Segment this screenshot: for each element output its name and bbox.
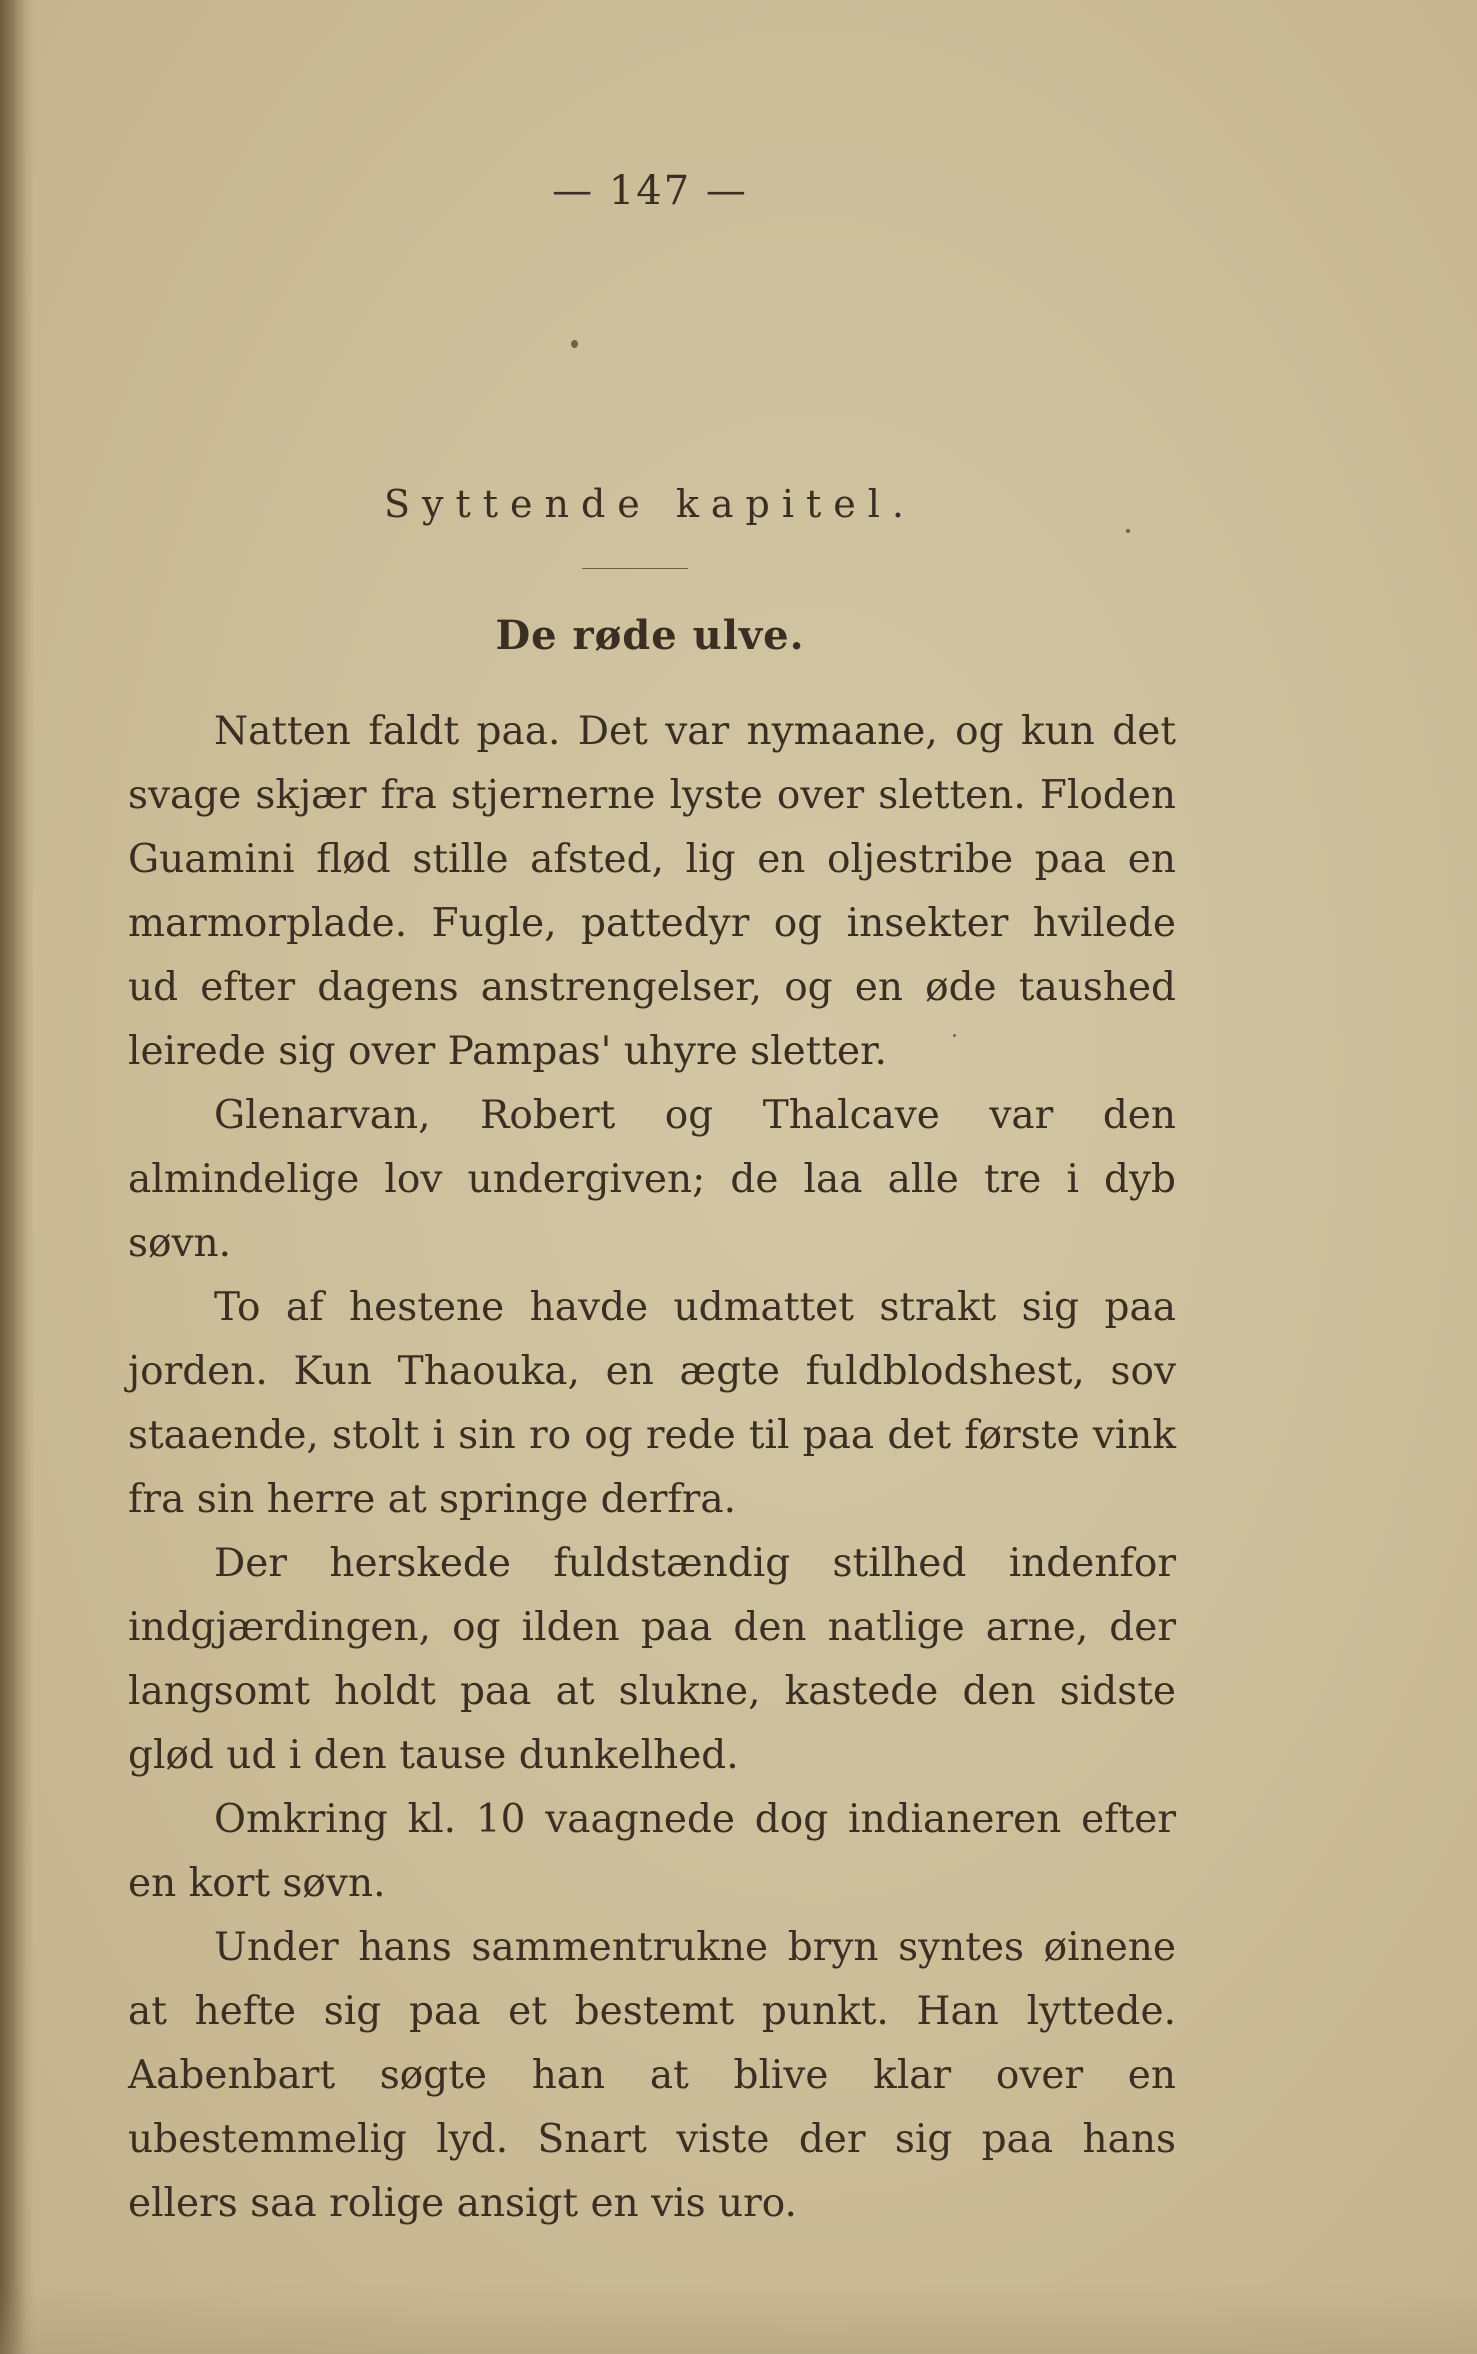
binding-edge — [0, 0, 34, 2354]
chapter-heading: Syttende kapitel. — [383, 482, 917, 526]
paragraph: Natten faldt paa. Det var nymaane, og kun det svage skjær fra stjernerne lyste over sletten. Floden Guamini flød stille afsted, lig en oljestribe paa en marmorplade. Fugle, pattedyr og insekter hvilede ud efter dagens anstrengelser, og en øde taushed leirede sig over Pampas' uhyre sletter. — [128, 709, 1176, 1074]
paper-speck — [1126, 529, 1130, 533]
paragraph: Omkring kl. 10 vaagnede dog indianeren efter en kort søvn. — [128, 1797, 1176, 1906]
paragraph: Der herskede fuldstændig stilhed indenfor indgjærdingen, og ilden paa den natlige arne, der langsomt holdt paa at slukne, kastede den sidste glød ud i den tause dunkelhed. — [128, 1541, 1176, 1778]
paper-speck — [571, 340, 578, 348]
section-title: De røde ulve. — [495, 612, 805, 659]
heading-divider — [582, 568, 688, 569]
page-number: — 147 — — [552, 168, 748, 214]
paragraph: To af hestene havde udmattet strakt sig paa jorden. Kun Thaouka, en ægte fuldblodshest, sov staaende, stolt i sin ro og rede til paa det første vink fra sin herre at springe derfra. — [128, 1285, 1176, 1522]
body-text — [128, 700, 1176, 2236]
paragraph: Under hans sammentrukne bryn syntes øinene at hefte sig paa et bestemt punkt. Han lyttede. Aabenbart søgte han at blive klar over en ubestemmelig lyd. Snart viste der sig paa hans ellers saa rolige ansigt en vis uro. — [128, 1925, 1176, 2226]
paragraph: Glenarvan, Robert og Thalcave var den almindelige lov undergiven; de laa alle tre i dyb søvn. — [128, 1093, 1176, 1266]
page-bottom-shadow — [0, 2284, 1477, 2354]
